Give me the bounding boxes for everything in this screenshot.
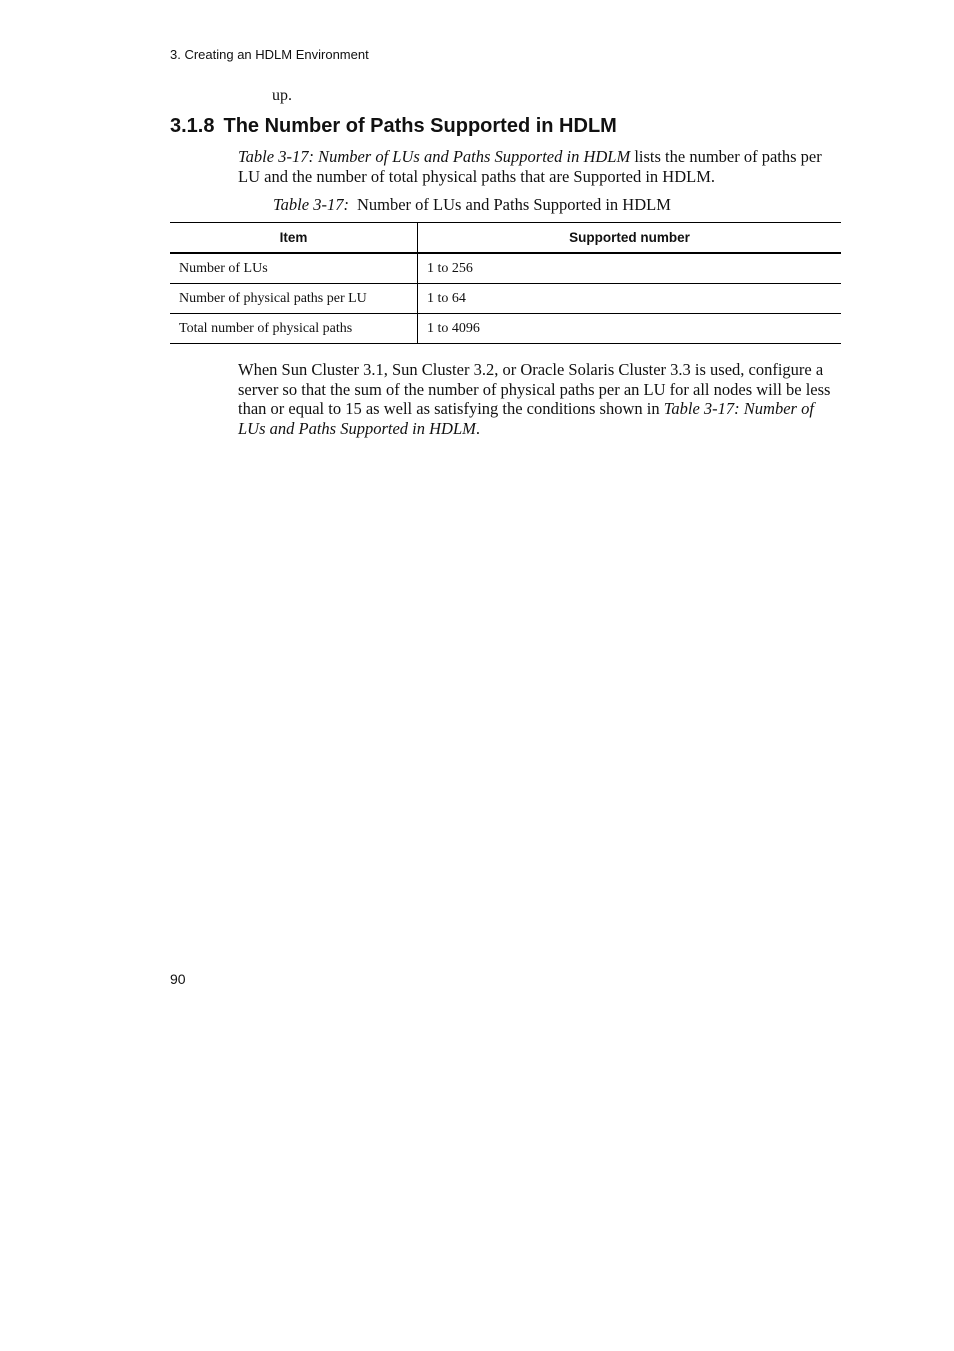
table-cell-item: Number of physical paths per LU — [170, 284, 418, 314]
column-header-supported-number: Supported number — [418, 223, 842, 254]
table-row — [170, 314, 841, 344]
table-caption-title: Number of LUs and Paths Supported in HDLM — [356, 195, 671, 214]
table-cell-value: 1 to 64 — [418, 284, 842, 314]
section-number: 3.1.8 — [170, 115, 215, 137]
table-cell-value: 1 to 256 — [418, 253, 842, 284]
intro-paragraph — [238, 147, 842, 186]
section-title: The Number of Paths Supported in HDLM — [223, 115, 617, 137]
page-number: 90 — [170, 971, 186, 987]
table-cell-item: Total number of physical paths — [170, 314, 418, 344]
intro-text: lists the number of paths per LU and the number of total physical paths that are Supported in HDLM. — [238, 147, 822, 186]
note-end: . — [475, 418, 481, 438]
running-header: 3. Creating an HDLM Environment — [170, 47, 369, 62]
continuation-text: up. — [272, 87, 292, 104]
table-reference-link[interactable]: Table 3-17: Number of LUs and Paths Supported in HDLM — [238, 147, 631, 166]
table-cell-value: 1 to 4096 — [418, 314, 842, 344]
table-caption — [273, 195, 671, 215]
paths-supported-table — [170, 222, 841, 344]
table-cell-item: Number of LUs — [170, 253, 418, 284]
table-caption-label: Table 3-17: — [273, 195, 349, 214]
table-row — [170, 253, 841, 284]
note-text: When Sun Cluster 3.1, Sun Cluster 3.2, or Oracle Solaris Cluster 3.3 is used, configure a server so that the sum of the number of physical paths per an LU for all nodes will be less than or equal to 15 as well as satisfying the conditions shown in — [238, 360, 831, 418]
table-header-row — [170, 223, 841, 254]
note-table-reference-link[interactable]: Table 3-17: Number of LUs and Paths Supported in HDLM — [238, 399, 814, 438]
table-row — [170, 284, 841, 314]
column-header-item: Item — [170, 223, 418, 254]
cluster-note-paragraph — [238, 360, 842, 438]
section-heading — [170, 113, 617, 139]
